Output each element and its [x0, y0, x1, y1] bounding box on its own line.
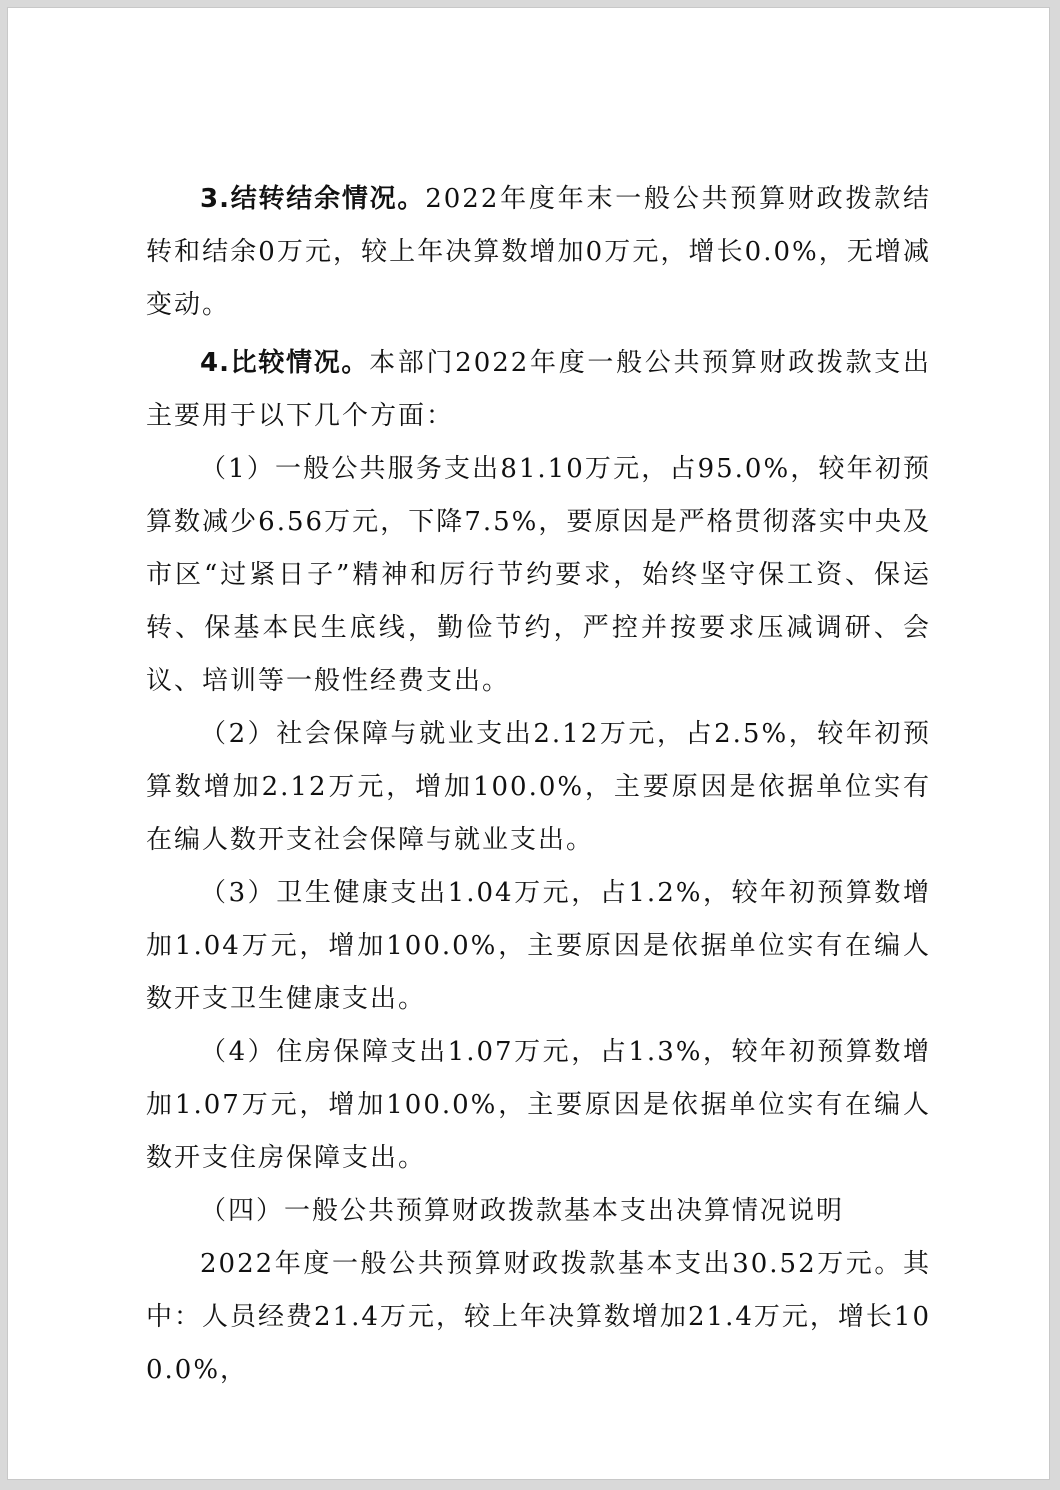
paragraph-lead: 3.结转结余情况。 [200, 184, 426, 214]
paragraph-text: （4）住房保障支出1.07万元，占1.3%，较年初预算数增加1.07万元，增加100.0%，主要原因是依据单位实有在编人数开支住房保障支出。 [146, 1037, 931, 1173]
paragraph-text: （1）一般公共服务支出81.10万元，占95.0%，较年初预算数减少6.56万元，下降7.5%，要原因是严格贯彻落实中央及市区“过紧日子”精神和厉行节约要求，始终坚守保工资、保运转、保基本民生底线，勤俭节约，严控并按要求压减调研、会议、培训等一般性经费支出。 [146, 454, 931, 696]
paragraph-carryover-balance [146, 173, 931, 332]
paragraph-text: （3）卫生健康支出1.04万元，占1.2%，较年初预算数增加1.04万元，增加100.0%，主要原因是依据单位实有在编人数开支卫生健康支出。 [146, 878, 931, 1014]
paragraph-comparison [146, 337, 931, 443]
paragraph-text: 本部门2022年度一般公共预算财政拨款支出主要用于以下几个方面： [146, 348, 932, 431]
paragraph-lead: 4.比较情况。 [200, 348, 370, 378]
document-page [7, 7, 1050, 1480]
paragraph-general-public-services [146, 443, 931, 708]
paragraph-text: 2022年度年末一般公共预算财政拨款结转和结余0万元，较上年决算数增加0万元，增长0.0%，无增减变动。 [146, 184, 932, 320]
paragraph-health [146, 867, 931, 1026]
paragraph-text: （2）社会保障与就业支出2.12万元，占2.5%，较年初预算数增加2.12万元，增加100.0%，主要原因是依据单位实有在编人数开支社会保障与就业支出。 [146, 719, 931, 855]
paragraph-housing [146, 1026, 931, 1185]
section-heading: （四）一般公共预算财政拨款基本支出决算情况说明 [200, 1196, 845, 1226]
document-body [146, 173, 931, 1397]
paragraph-social-security [146, 708, 931, 867]
paragraph-basic-expenditure: 2022年度一般公共预算财政拨款基本支出30.52万元。其中：人员经费21.4万元，较上年决算数增加21.4万元，增长100.0%， [146, 1249, 931, 1385]
